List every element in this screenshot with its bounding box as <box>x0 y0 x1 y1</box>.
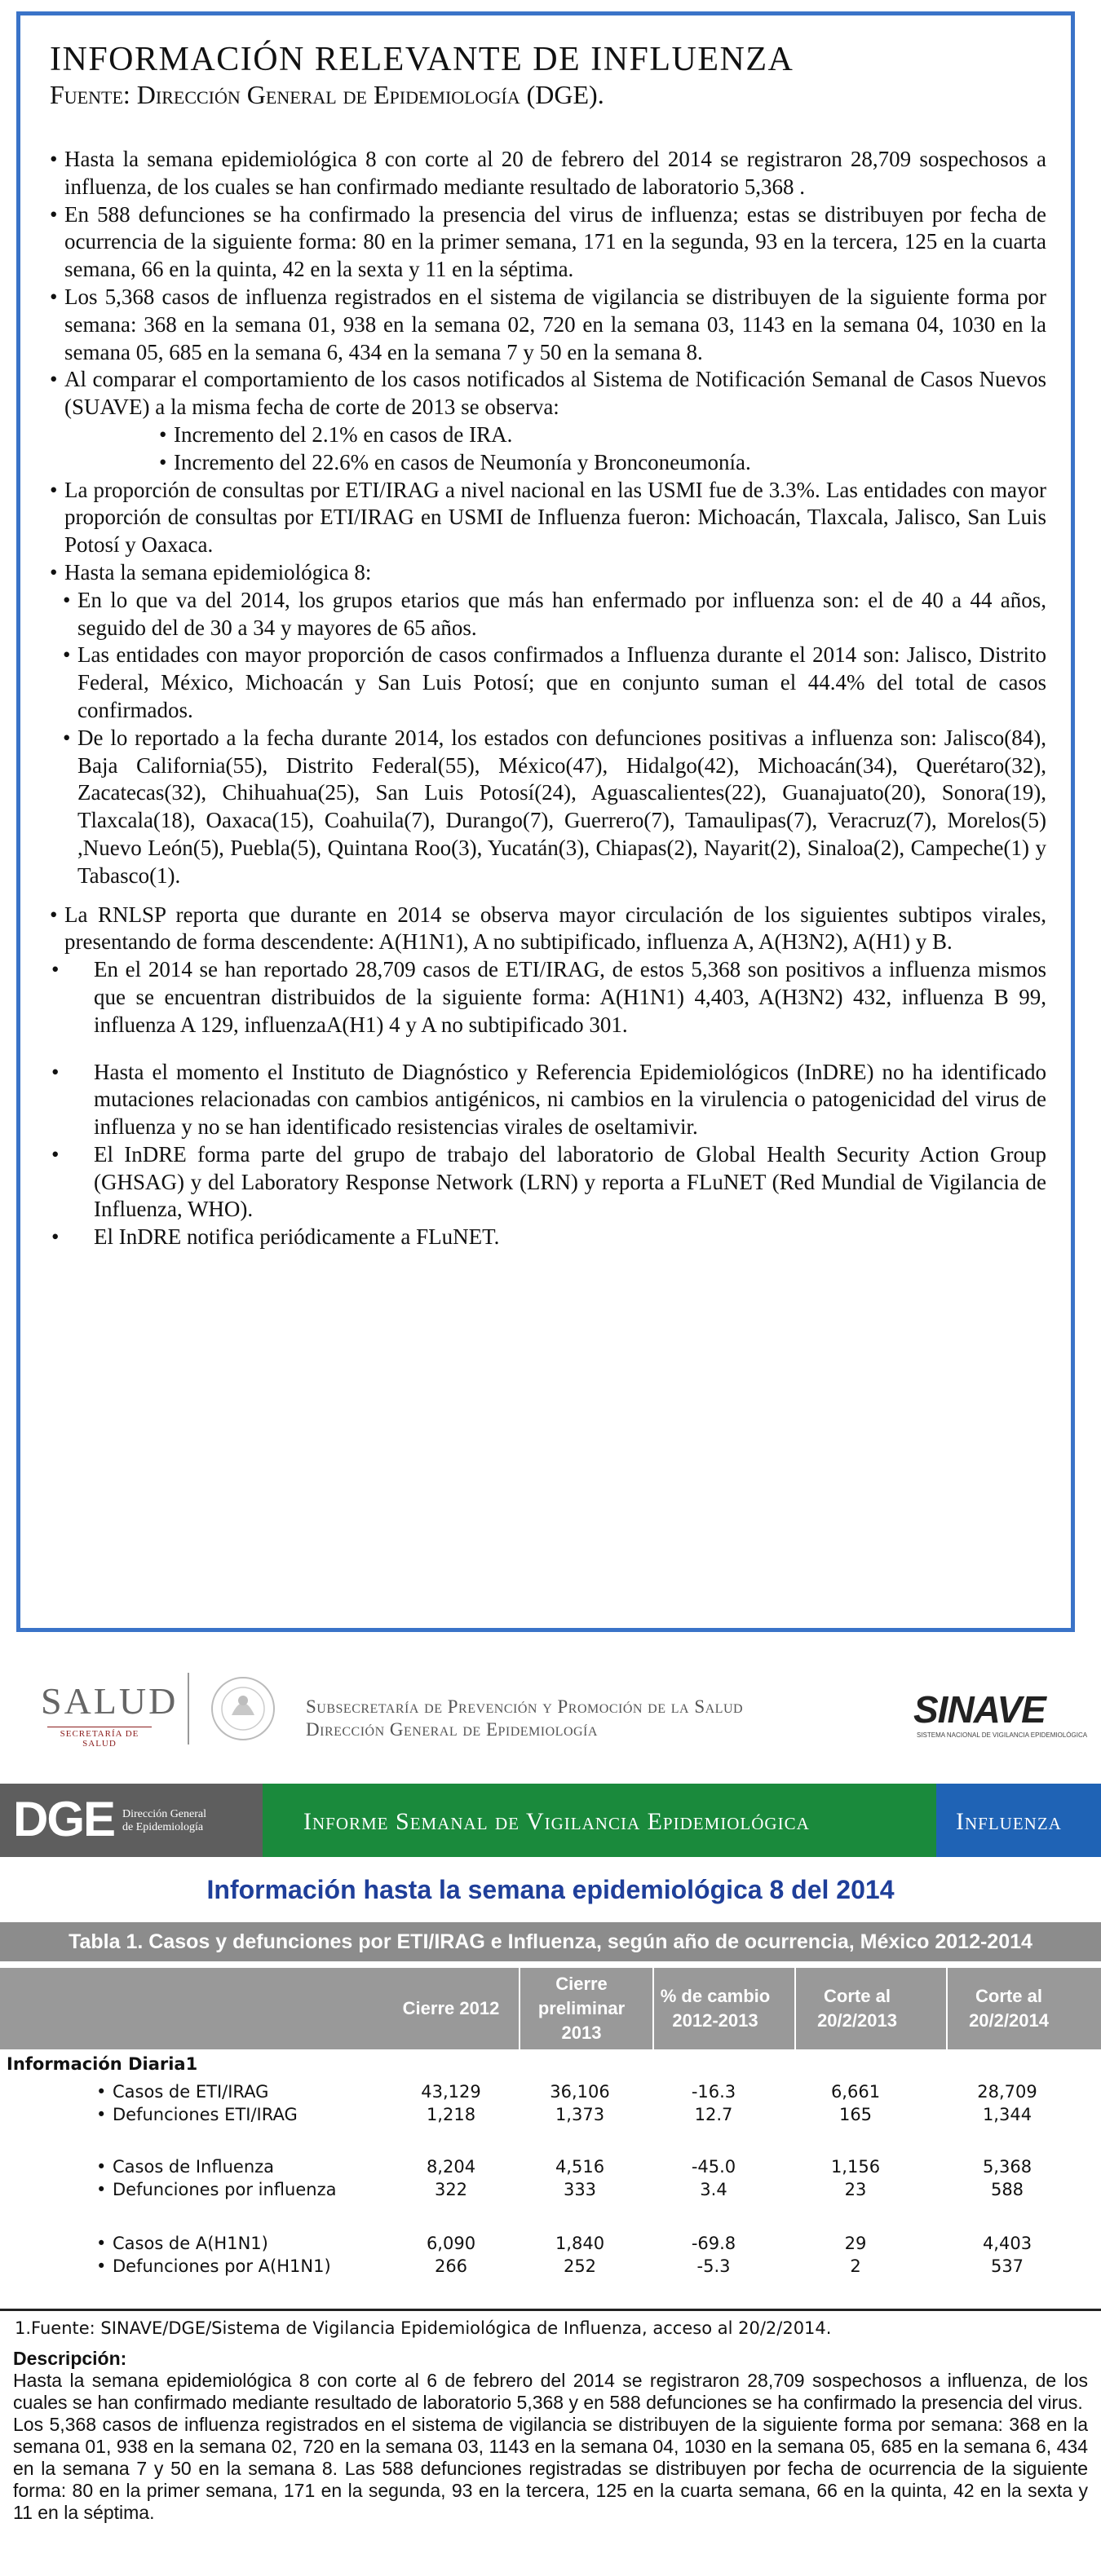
table-title: Tabla 1. Casos y defunciones por ETI/IRAG e Influenza, según año de ocurrencia, México 2012-2014 <box>0 1922 1101 1961</box>
divider <box>188 1673 189 1745</box>
informe-block <box>263 1784 936 1857</box>
row-bullet: • <box>96 2082 107 2102</box>
table-cell: 6,661 <box>830 2082 881 2102</box>
row-bullet: • <box>96 2180 107 2199</box>
table-cell: 29 <box>844 2234 867 2253</box>
description-heading: Descripción: <box>13 2348 127 2369</box>
description-paragraph: Hasta la semana epidemiológica 8 con corte al 6 de febrero del 2014 se registraron 28,709 sospechosos a influenza, de los cuales se han confirmado mediante resultado de laboratorio 5,368 y en 588 defunciones se ha confirmado la presencia del virus. <box>13 2370 1088 2413</box>
table-cell: -16.3 <box>691 2082 736 2102</box>
table-cell: 4,403 <box>982 2234 1032 2253</box>
influenza-block <box>936 1784 1101 1857</box>
table-cell: 23 <box>844 2180 867 2199</box>
table-cell: 1,156 <box>830 2157 881 2177</box>
list-subitem: • Incremento del 22.6% en casos de Neumonía y Bronconeumonía. <box>159 449 751 474</box>
table-row <box>0 2105 1101 2129</box>
table-cell: 4,516 <box>555 2157 605 2177</box>
influenza-info-box <box>16 11 1075 1632</box>
page-source: Fuente: Dirección General de Epidemiología (DGE). <box>50 80 604 109</box>
table-cell: 588 <box>990 2180 1024 2199</box>
column-header: % de cambio 2012-2013 <box>652 1968 776 2049</box>
subsecretaria-text: Subsecretaría de Prevención y Promoción de la Salud Dirección General de Epidemiología <box>306 1696 744 1740</box>
institution-logos <box>0 1663 1101 1749</box>
table-cell: 266 <box>434 2256 468 2276</box>
table-cell: 43,129 <box>421 2082 481 2102</box>
salud-logo-subtitle: SECRETARÍA DE SALUD <box>47 1727 152 1749</box>
table-cell: -45.0 <box>691 2157 736 2177</box>
table-cell: 537 <box>990 2256 1024 2276</box>
table-cell: 2 <box>850 2256 861 2276</box>
dge-block <box>0 1784 263 1857</box>
national-seal-icon <box>204 1674 282 1743</box>
page-title: INFORMACIÓN RELEVANTE DE INFLUENZA <box>50 41 794 78</box>
bullet-list <box>50 146 1046 1251</box>
list-item: • La RNLSP reporta que durante en 2014 se observa mayor circulación de los siguientes subtipos virales, presentando de forma descendente: A(H1N1), A no subtipificado, influenza A, A(H3N2), A(H1) y B. <box>50 902 1046 955</box>
row-bullet: • <box>96 2234 107 2253</box>
list-subitem: • En lo que va del 2014, los grupos etarios que más han enfermado por influenza son: el de 40 a 44 años, seguido del de 30 a 34 y mayores de 65 años. <box>63 587 1046 640</box>
row-label: Defunciones por A(H1N1) <box>113 2256 331 2276</box>
row-bullet: • <box>96 2157 107 2177</box>
column-header: Corte al 20/2/2014 <box>946 1968 1070 2049</box>
table-cell: 252 <box>563 2256 597 2276</box>
description <box>13 2348 1088 2524</box>
table-cell: 165 <box>838 2105 873 2124</box>
description-paragraph: Los 5,368 casos de influenza registrados en el sistema de vigilancia se distribuyen de la siguiente forma por semana: 368 en la semana 01, 938 en la semana 02, 720 en la semana 03, 1143 en la semana 04, 1030 en la semana 05, 685 en la semana 6, 434 en la semana 7 y 50 en la semana 8. Las 588 defunciones registradas se distribuyen por fecha de ocurrencia de la siguiente forma: 80 en la primer semana, 171 en la segunda, 93 en la tercera, 125 en la cuarta semana, 66 en la quinta, 42 en la sexta y 11 en la séptima. <box>13 2414 1088 2523</box>
table-row <box>0 2082 1101 2106</box>
table-cell: 322 <box>434 2180 468 2199</box>
table-row <box>0 2180 1101 2204</box>
row-label: Defunciones por influenza <box>113 2180 337 2199</box>
row-bullet: • <box>96 2256 107 2276</box>
row-label: Casos de A(H1N1) <box>113 2234 268 2253</box>
list-item: • Al comparar el comportamiento de los casos notificados al Sistema de Notificación Semanal de Casos Nuevos (SUAVE) a la misma fecha de corte de 2013 se observa: <box>50 367 1046 420</box>
table-cell: 36,106 <box>550 2082 610 2102</box>
table-cell: -5.3 <box>696 2256 731 2276</box>
table-section-label: Información Diaria1 <box>7 2054 198 2074</box>
table-cell: 3.4 <box>700 2180 727 2199</box>
table-row <box>0 2234 1101 2258</box>
sinave-logo: SINAVE <box>913 1688 1046 1731</box>
column-header: Cierre 2012 <box>402 1998 500 2018</box>
dge-logo: DGE <box>13 1792 115 1846</box>
row-label: Casos de ETI/IRAG <box>113 2082 269 2102</box>
list-subitem: • De lo reportado a la fecha durante 2014, los estados con defunciones positivas a influenza son: Jalisco(84), Baja California(55), Distrito Federal(55), México(47), Hidalgo(42), Michoacán(34), Querétaro(32), Zacatecas(32), Chihuahua(25), San Luis Potosí(24), Aguascalientes(22), Guanajuato(20), Sonora(19), Tlaxcala(18), Oaxaca(15), Coahuila(7), Durango(7), Guerrero(7), Tamaulipas(7), Veracruz(7), Morelos(5) ,Nuevo León(5), Puebla(5), Quintana Roo(3), Yucatán(3), Chiapas(2), Nayarit(2), Sinaloa(2), Campeche(1) y Tabasco(1). <box>63 725 1046 888</box>
list-item: • Hasta la semana epidemiológica 8: <box>50 559 372 584</box>
list-item: • El InDRE notifica periódicamente a FLuNET. <box>51 1224 500 1250</box>
info-title: Información hasta la semana epidemiológica 8 del 2014 <box>206 1875 895 1904</box>
table-row <box>0 2157 1101 2181</box>
table-cell: 1,840 <box>555 2234 605 2253</box>
list-item: • Hasta la semana epidemiológica 8 con corte al 20 de febrero del 2014 se registraron 28,709 sospechosos a influenza, de los cuales se han confirmado mediante resultado de laboratorio 5,368 . <box>50 147 1046 199</box>
table-row <box>0 2256 1101 2281</box>
list-subitem: • Incremento del 2.1% en casos de IRA. <box>159 421 513 447</box>
list-subitem: • Las entidades con mayor proporción de casos confirmados a Influenza durante el 2014 son: Jalisco, Distrito Federal, México, Michoacán y San Luis Potosí; que en conjunto suman el 44.4% del total de casos confirmados. <box>63 642 1046 722</box>
column-header: Corte al 20/2/2013 <box>794 1968 918 2049</box>
row-label: Defunciones ETI/IRAG <box>113 2105 298 2124</box>
table-cell: 8,204 <box>426 2157 476 2177</box>
table-footnote: 1.Fuente: SINAVE/DGE/Sistema de Vigilancia Epidemiológica de Influenza, acceso al 20/2/2014. <box>15 2318 832 2338</box>
row-bullet: • <box>96 2105 107 2124</box>
table-cell: 12.7 <box>694 2105 733 2124</box>
table-header <box>0 1968 1101 2049</box>
list-item: • En 588 defunciones se ha confirmado la presencia del virus de influenza; estas se distribuyen por fecha de ocurrencia de la siguiente forma: 80 en la primer semana, 171 en la segunda, 93 en la tercera, 125 en la cuarta semana, 66 en la quinta, 42 en la sexta y 11 en la séptima. <box>50 201 1046 282</box>
informe-label: Informe Semanal de Vigilancia Epidemiológica <box>303 1808 810 1835</box>
sinave-logo-subtitle: SISTEMA NACIONAL DE VIGILANCIA EPIDEMIOLÓGICA <box>917 1731 1088 1739</box>
table-cell: 6,090 <box>426 2234 476 2253</box>
table-cell: 28,709 <box>977 2082 1037 2102</box>
table-cell: 1,218 <box>426 2105 476 2124</box>
list-item: • Hasta el momento el Instituto de Diagnóstico y Referencia Epidemiológicos (InDRE) no ha identificado mutaciones relacionadas con cambios antigénicos, ni cambios en la virulencia o patogenicidad del virus de influenza y no se han identificado resistencias virales de oseltamivir. <box>51 1059 1046 1140</box>
table-divider <box>0 2309 1101 2311</box>
list-item: • Los 5,368 casos de influenza registrados en el sistema de vigilancia se distribuyen de la siguiente forma por semana: 368 en la semana 01, 938 en la semana 02, 720 en la semana 03, 1143 en la semana 04, 1030 en la semana 05, 685 en la semana 6, 434 en la semana 7 y 50 en la semana 8. <box>50 284 1046 364</box>
list-item: • El InDRE forma parte del grupo de trabajo del laboratorio de Global Health Security Action Group (GHSAG) y del Laboratory Response Network (LRN) y reporta a FLuNET (Red Mundial de Vigilancia de Influenza, WHO). <box>51 1141 1046 1222</box>
salud-logo: SALUD <box>41 1680 179 1722</box>
dge-label: Dirección General de Epidemiología <box>122 1808 206 1833</box>
table-cell: -69.8 <box>691 2234 736 2253</box>
table-cell: 333 <box>563 2180 597 2199</box>
table-cell: 5,368 <box>982 2157 1032 2177</box>
table-cell: 1,344 <box>982 2105 1032 2124</box>
row-label: Casos de Influenza <box>113 2157 275 2177</box>
table-cell: 1,373 <box>555 2105 605 2124</box>
influenza-label: Influenza <box>956 1808 1062 1835</box>
column-header: Cierre preliminar 2013 <box>519 1968 643 2049</box>
list-item: • La proporción de consultas por ETI/IRAG a nivel nacional en las USMI fue de 3.3%. Las entidades con mayor proporción de consultas por ETI/IRAG en USMI de Influenza fueron: Michoacán, Tlaxcala, Jalisco, San Luis Potosí y Oaxaca. <box>50 477 1046 558</box>
report-banner <box>0 1784 1101 1857</box>
list-item: • En el 2014 se han reportado 28,709 casos de ETI/IRAG, de estos 5,368 son positivos a influenza mismos que se encuentran distribuidos de la siguiente forma: A(H1N1) 4,403, A(H3N2) 432, influenza B 99, influenza A 129, influenzaA(H1) 4 y A no subtipificado 301. <box>51 957 1046 1037</box>
